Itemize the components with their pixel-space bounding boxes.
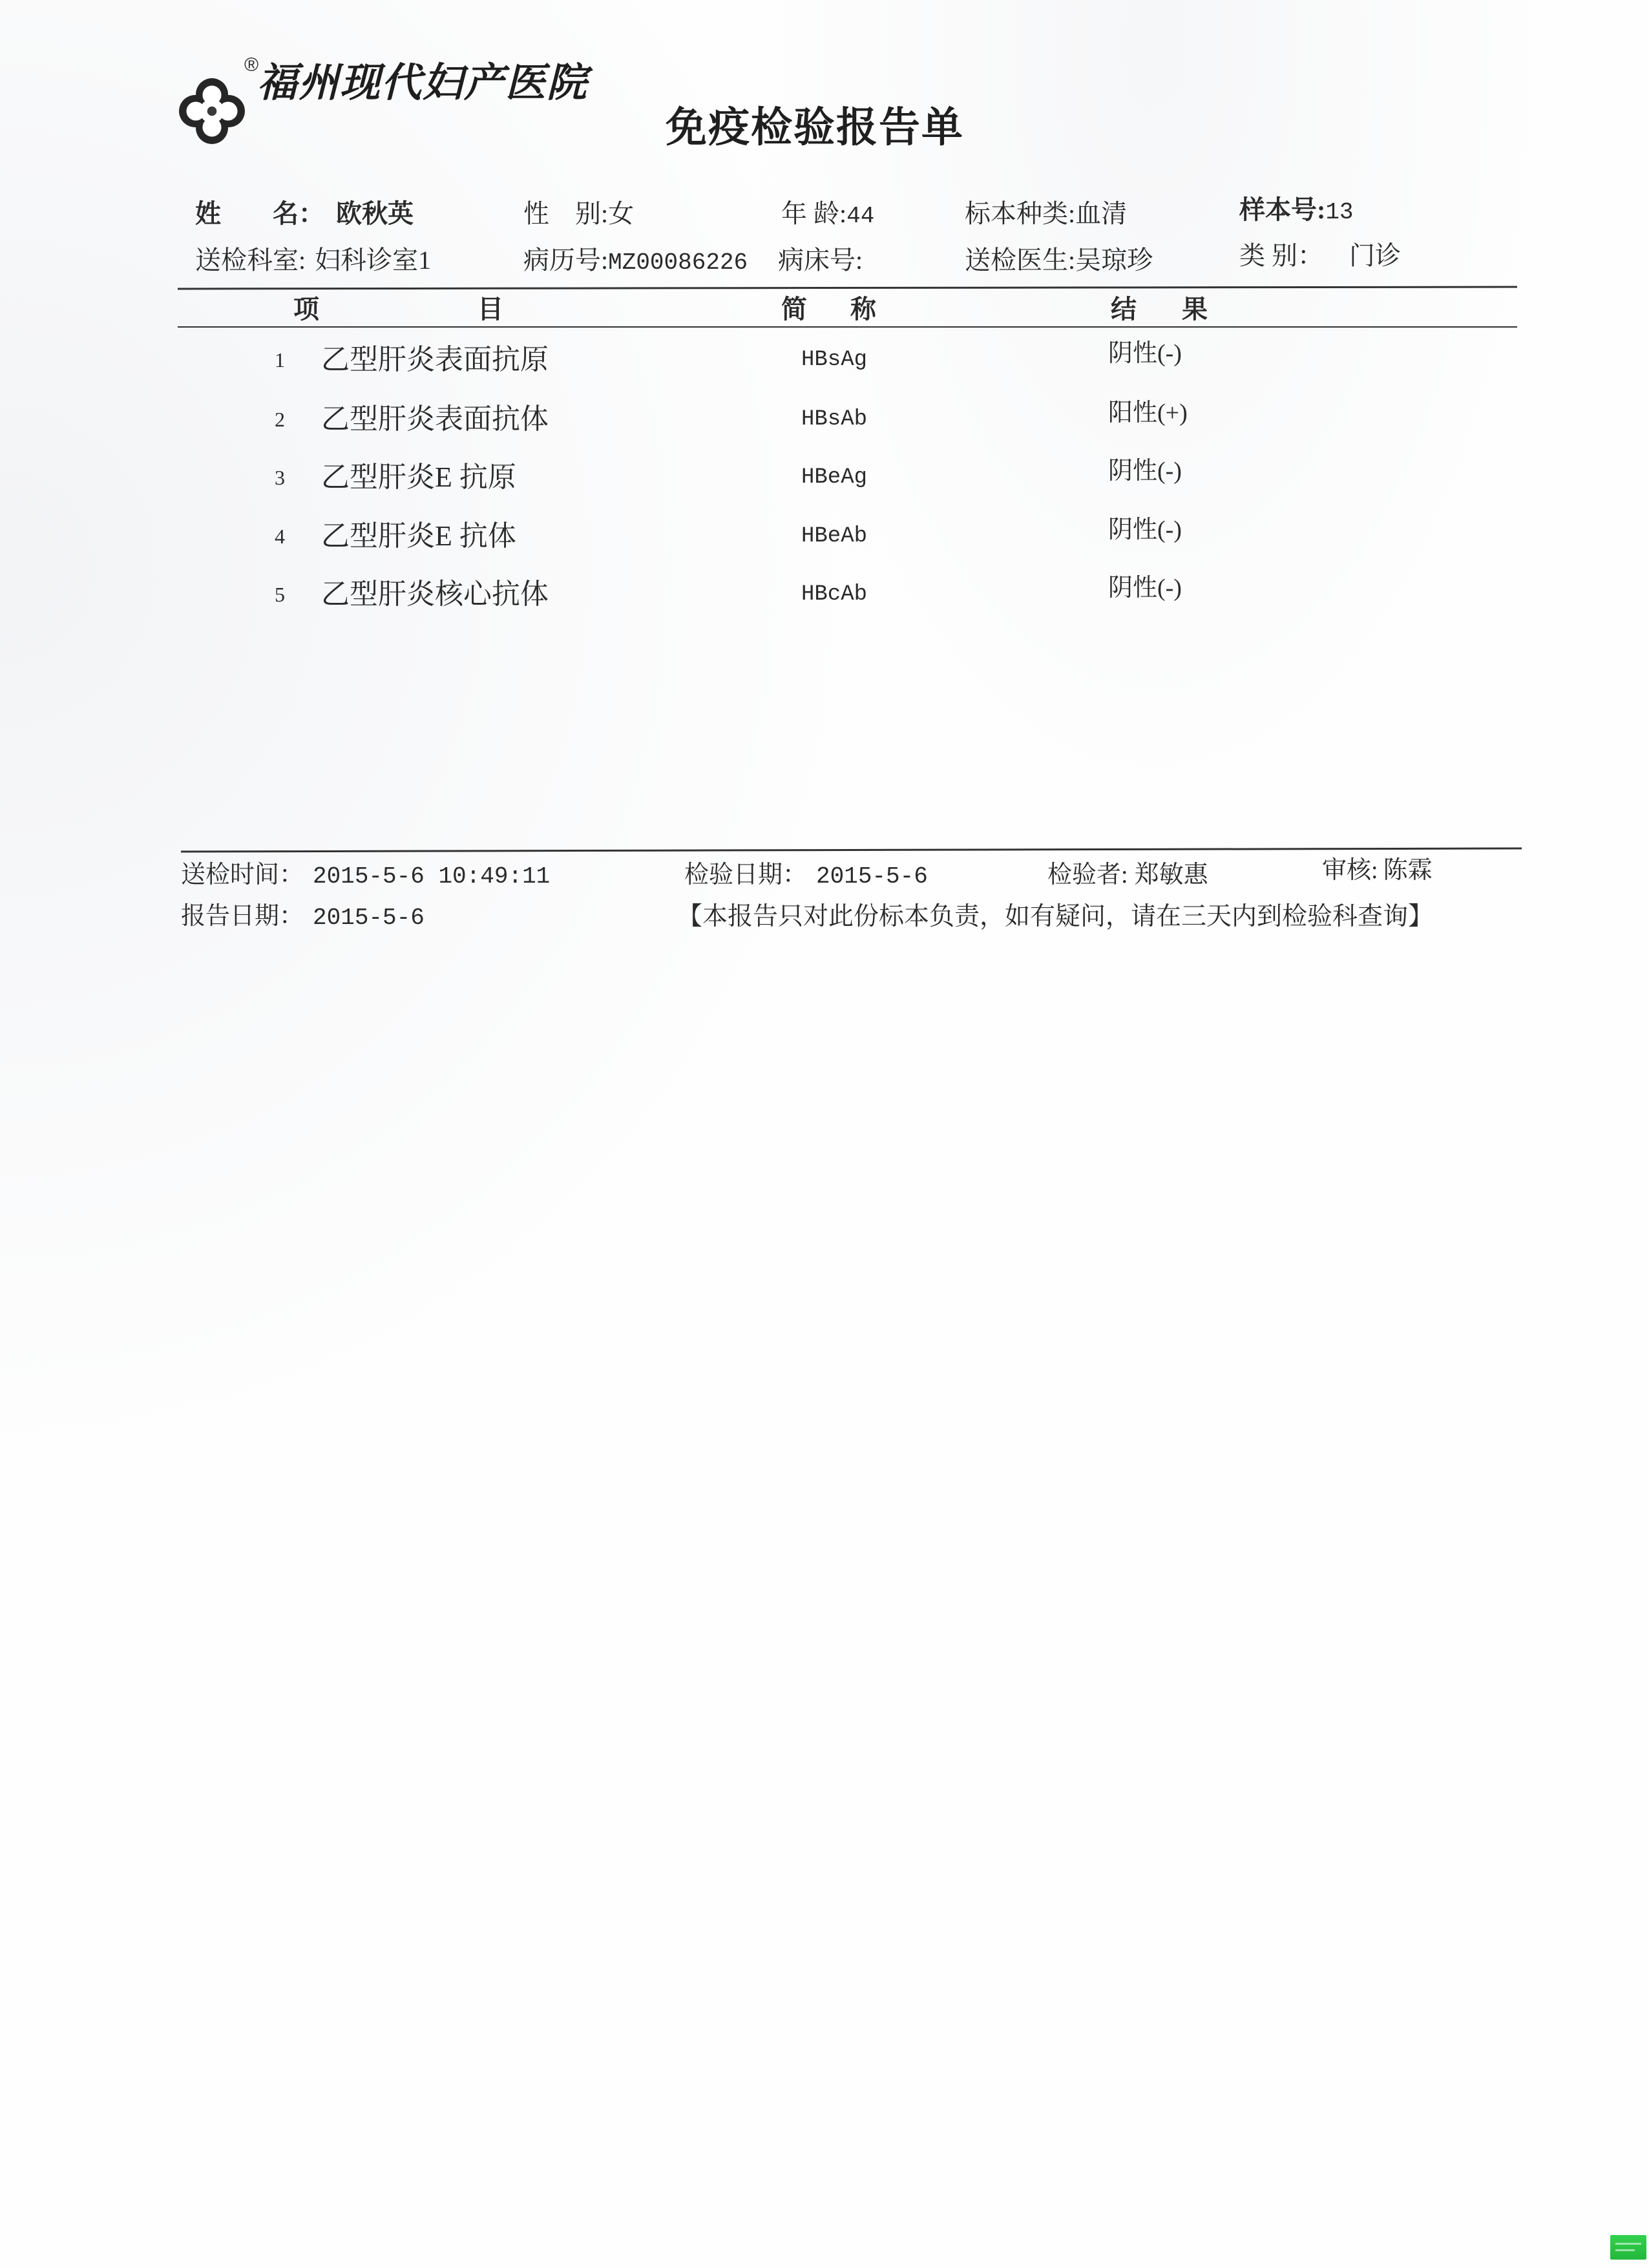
header-divider-bottom bbox=[178, 326, 1517, 328]
referring-doctor-label: 送检医生: bbox=[965, 246, 1076, 275]
patient-age-label: 年 龄: bbox=[781, 199, 847, 228]
referring-doctor-value: 吴琼珍 bbox=[1075, 246, 1153, 275]
row-number: 5 bbox=[275, 583, 285, 606]
test-abbreviation: HBsAg bbox=[801, 348, 868, 372]
category-label: 类 别： bbox=[1239, 241, 1323, 270]
tester-value: 郑敏惠 bbox=[1134, 861, 1208, 888]
department-label: 送检科室: bbox=[195, 246, 306, 275]
test-item-name: 乙型肝炎E 抗体 bbox=[321, 520, 516, 552]
medical-record-field bbox=[523, 247, 748, 275]
patient-sex-label: 性 别: bbox=[523, 199, 609, 228]
test-result: 阴性(-) bbox=[1108, 574, 1182, 602]
test-abbreviation: HBeAb bbox=[801, 524, 868, 549]
table-row bbox=[0, 400, 1649, 439]
test-result: 阴性(-) bbox=[1108, 457, 1182, 485]
table-row bbox=[0, 517, 1649, 556]
tester-field bbox=[1047, 863, 1208, 887]
test-date-label: 检验日期： bbox=[684, 861, 808, 888]
disclaimer-notice: 【本报告只对此份标本负责，如有疑问，请在三天内到检验科查询】 bbox=[677, 903, 1434, 930]
test-item-name: 乙型肝炎表面抗原 bbox=[321, 344, 549, 375]
specimen-type-value: 血清 bbox=[1075, 199, 1128, 228]
submit-time-value: 2015-5-6 10:49:11 bbox=[313, 863, 551, 890]
test-abbreviation: HBeAg bbox=[801, 465, 868, 490]
tester-label: 检验者: bbox=[1047, 861, 1128, 888]
category-value: 门诊 bbox=[1349, 241, 1401, 270]
row-number: 3 bbox=[275, 466, 285, 489]
specimen-type-label: 标本种类: bbox=[965, 199, 1076, 228]
column-header-abbreviation: 简称 bbox=[781, 295, 919, 324]
test-item-name: 乙型肝炎核心抗体 bbox=[321, 578, 549, 610]
bed-number-field bbox=[778, 247, 863, 273]
footer-divider bbox=[181, 847, 1522, 852]
referring-doctor-field bbox=[965, 247, 1153, 273]
test-abbreviation: HBcAb bbox=[801, 582, 868, 607]
test-result: 阴性(-) bbox=[1108, 340, 1182, 367]
hospital-logo bbox=[178, 57, 246, 124]
reviewer-value: 陈霖 bbox=[1383, 857, 1433, 884]
report-title: 免疫检验报告单 bbox=[666, 105, 964, 151]
column-header-result: 结果 bbox=[1111, 295, 1253, 324]
specimen-type-field bbox=[965, 201, 1127, 227]
table-row bbox=[0, 341, 1649, 379]
medical-record-value: MZ00086226 bbox=[608, 249, 748, 276]
submit-time-label: 送检时间： bbox=[181, 861, 304, 888]
test-date-field bbox=[684, 863, 928, 888]
report-date-value: 2015-5-6 bbox=[313, 905, 425, 931]
bed-number-label: 病床号: bbox=[778, 246, 863, 275]
test-item-name: 乙型肝炎表面抗体 bbox=[321, 403, 549, 435]
patient-sex-value: 女 bbox=[608, 199, 635, 228]
submit-time-field bbox=[181, 863, 550, 888]
table-row bbox=[0, 575, 1649, 614]
sample-number-value: 13 bbox=[1325, 199, 1354, 226]
hospital-logo-icon bbox=[178, 78, 246, 145]
sample-number-field bbox=[1239, 197, 1354, 224]
reviewer-label: 审核: bbox=[1322, 857, 1378, 884]
table-row bbox=[0, 458, 1649, 497]
category-field bbox=[1239, 243, 1401, 269]
department-value: 妇科诊室1 bbox=[315, 246, 432, 275]
patient-name-value: 欧秋英 bbox=[336, 199, 414, 228]
patient-age-value: 44 bbox=[846, 203, 875, 229]
registered-mark: ® bbox=[244, 54, 259, 76]
test-abbreviation: HBsAb bbox=[801, 407, 868, 432]
patient-age-field bbox=[781, 201, 874, 228]
hospital-name: 福州现代妇产医院 bbox=[257, 61, 589, 105]
test-result: 阳性(+) bbox=[1108, 399, 1188, 426]
row-number: 1 bbox=[275, 348, 285, 372]
report-date-field bbox=[181, 904, 425, 930]
patient-sex-field bbox=[523, 201, 634, 227]
report-date-label: 报告日期： bbox=[181, 903, 304, 930]
test-date-value: 2015-5-6 bbox=[816, 863, 928, 890]
patient-name-label: 姓 名： bbox=[195, 199, 324, 228]
row-number: 4 bbox=[275, 525, 285, 548]
row-number: 2 bbox=[275, 408, 285, 431]
medical-record-label: 病历号: bbox=[523, 246, 609, 275]
reviewer-field bbox=[1322, 858, 1433, 883]
header-divider-top bbox=[178, 286, 1517, 290]
test-item-name: 乙型肝炎E 抗原 bbox=[321, 461, 516, 493]
column-header-item: 项目 bbox=[293, 295, 662, 324]
patient-name-field bbox=[195, 201, 414, 227]
corner-green-tag bbox=[1610, 2235, 1646, 2260]
test-result: 阴性(-) bbox=[1108, 516, 1182, 543]
department-field bbox=[195, 247, 431, 273]
sample-number-label: 样本号: bbox=[1239, 195, 1326, 224]
